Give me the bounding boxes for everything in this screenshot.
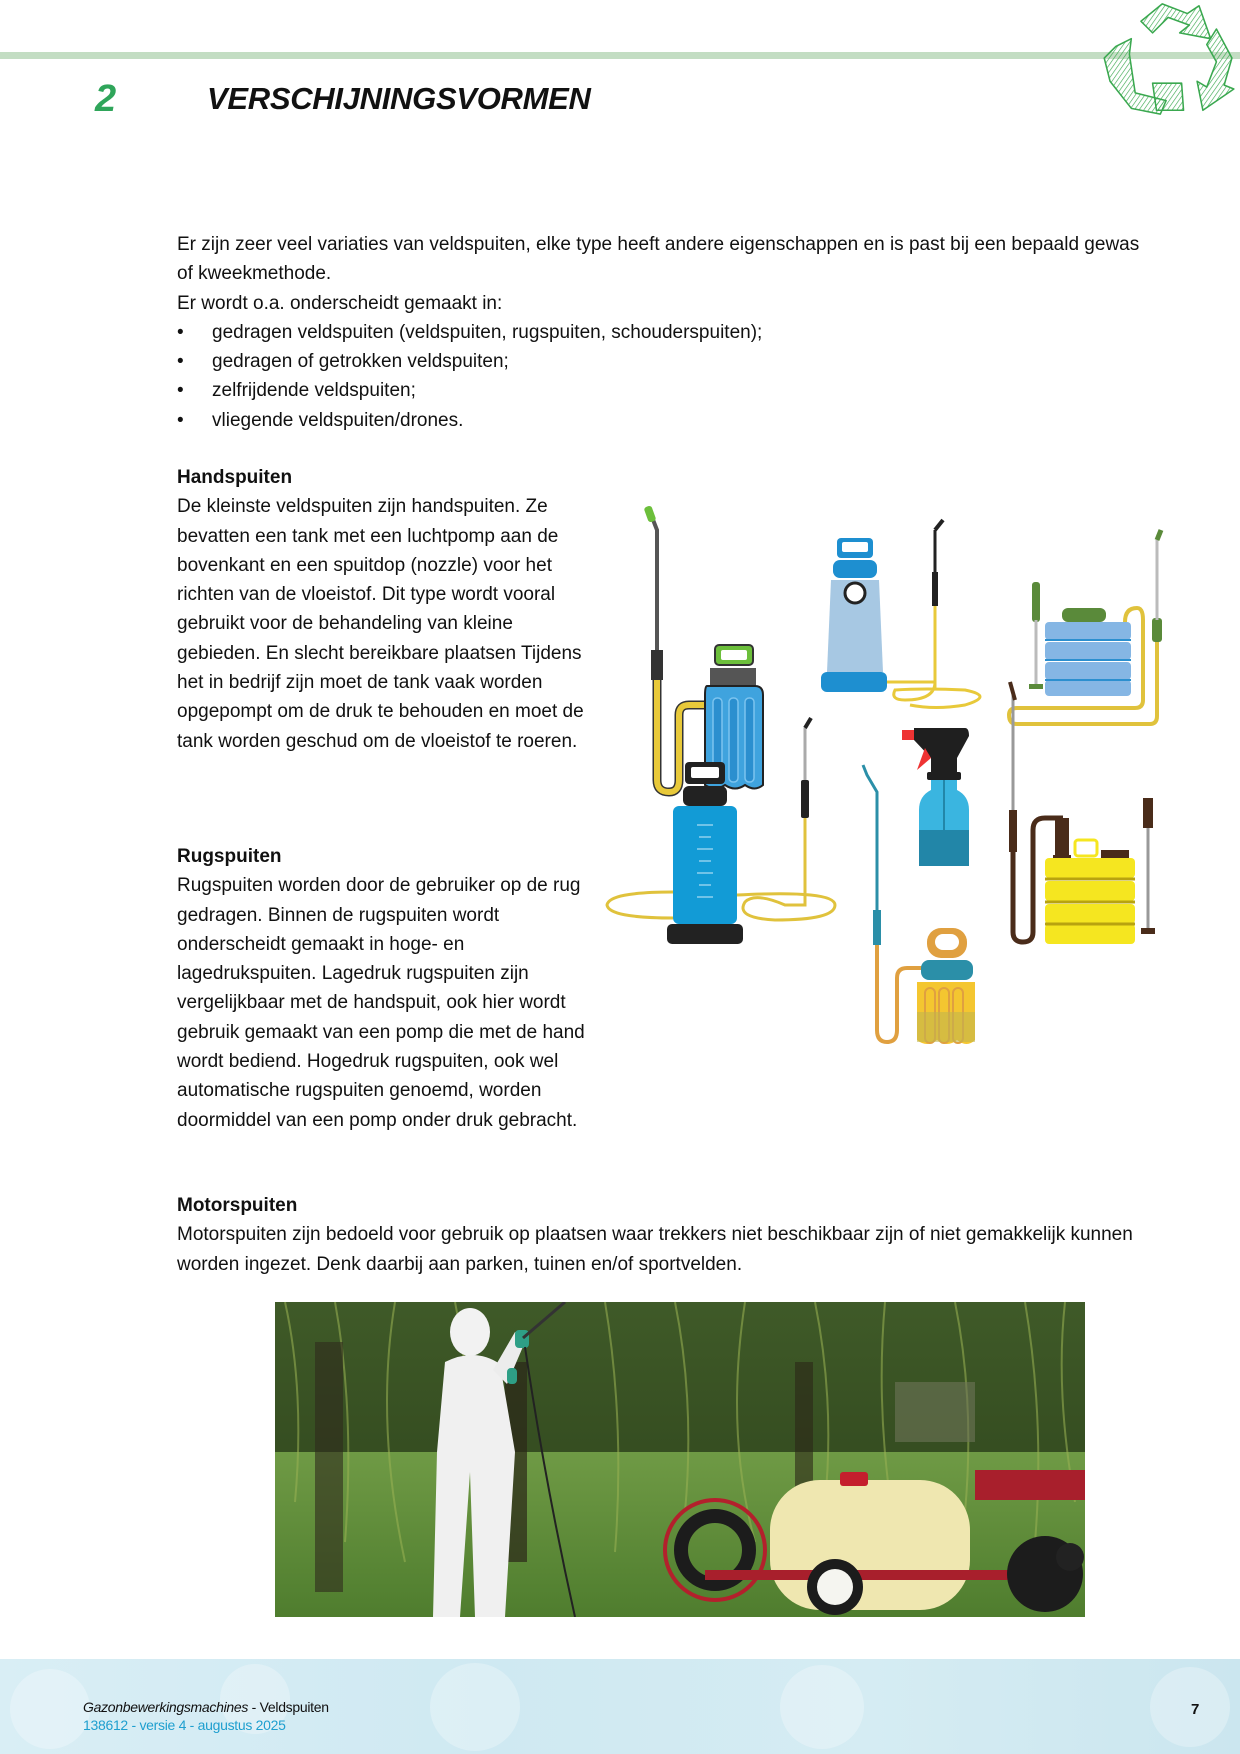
footer (0, 1659, 1240, 1754)
section-handspuiten (177, 463, 597, 756)
intro-list-lead: Er wordt o.a. onderscheidt gemaakt in: (177, 292, 503, 314)
spray-bottle-icon (902, 728, 969, 866)
bubble-decoration (1150, 1667, 1230, 1747)
backpack-sprayer-yellow-icon (1009, 682, 1155, 944)
chapter-number: 2 (95, 78, 116, 120)
bubble-decoration (10, 1669, 90, 1749)
list-item-text: gedragen veldspuiten (veldspuiten, rugspuiten, schouderspuiten); (212, 321, 763, 343)
list-item (177, 318, 1157, 347)
section-heading: Handspuiten (177, 467, 293, 488)
list-item (177, 376, 1157, 405)
bullet-icon: • (177, 380, 184, 402)
bullet-icon: • (177, 409, 184, 431)
footer-title (83, 1699, 329, 1715)
list-item-text: zelfrijdende veldspuiten; (212, 380, 416, 402)
bubble-decoration (780, 1665, 864, 1749)
section-heading: Motorspuiten (177, 1195, 298, 1216)
section-heading: Rugspuiten (177, 846, 282, 867)
sprayer-illustration (605, 500, 1195, 1100)
header-rule (0, 52, 1240, 59)
bubble-decoration (430, 1663, 520, 1751)
list-item (177, 406, 1157, 435)
footer-title-italic: Gazonbewerkingsmachines (83, 1699, 249, 1715)
page-number: 7 (1191, 1701, 1200, 1718)
pressure-sprayer-icon (821, 520, 980, 708)
intro-section (177, 230, 1157, 435)
section-body: De kleinste veldspuiten zijn handspuiten. Ze bevatten een tank met een luchtpomp aan de bovenkant en een spuitdop (nozzle) voor het richten van de vloeistof. Dit type wordt vooral gebruikt voor de behandeling van kleine gebieden. En slecht bereikbare plaatsen Tijdens het in bedrijf zijn moet de tank vaak worden opgepompt om de druk te behouden en moet de tank worden geschud om de vloeistof te roeren. (177, 496, 584, 752)
chapter-title: VERSCHIJNINGSVORMEN (207, 81, 591, 116)
section-body: Rugspuiten worden door de gebruiker op de rug gedragen. Binnen de rugspuiten wordt onderscheidt gemaakt in hoge- en lagedrukspuiten. Lagedruk rugspuiten zijn vergelijkbaar met de handspuit, ook hier wordt gebruik gemaakt van een pomp die met de hand wordt bediend. Hogedruk rugspuiten, ook wel automatische rugspuiten genoemd, worden doormiddel van een pomp onder druk gebracht. (177, 875, 585, 1131)
hand-pump-sprayer-icon (644, 505, 763, 792)
bullet-icon: • (177, 351, 184, 373)
section-motorspuiten (177, 1191, 1157, 1279)
backpack-sprayer-icon (1009, 530, 1162, 724)
list-item-text: vliegende veldspuiten/drones. (212, 409, 464, 431)
type-list (177, 318, 1157, 435)
footer-title-rest: - Veldspuiten (248, 1699, 329, 1715)
intro-paragraph: Er zijn zeer veel variaties van veldspuiten, elke type heeft andere eigenschappen en is past bij een bepaald gewas of kweekmethode. (177, 234, 1140, 285)
motor-sprayer-photo (275, 1302, 1085, 1617)
list-item (177, 347, 1157, 376)
list-item-text: gedragen of getrokken veldspuiten; (212, 351, 509, 373)
section-rugspuiten (177, 842, 597, 1135)
recycle-icon (1100, 0, 1240, 118)
photo-scene (275, 1302, 1085, 1617)
bullet-icon: • (177, 321, 184, 343)
footer-version: 138612 - versie 4 - augustus 2025 (83, 1717, 286, 1733)
section-body: Motorspuiten zijn bedoeld voor gebruik op plaatsen waar trekkers niet beschikbaar zijn of niet gemakkelijk kunnen worden ingezet. Denk daarbij aan parken, tuinen en/of sportvelden. (177, 1224, 1133, 1275)
